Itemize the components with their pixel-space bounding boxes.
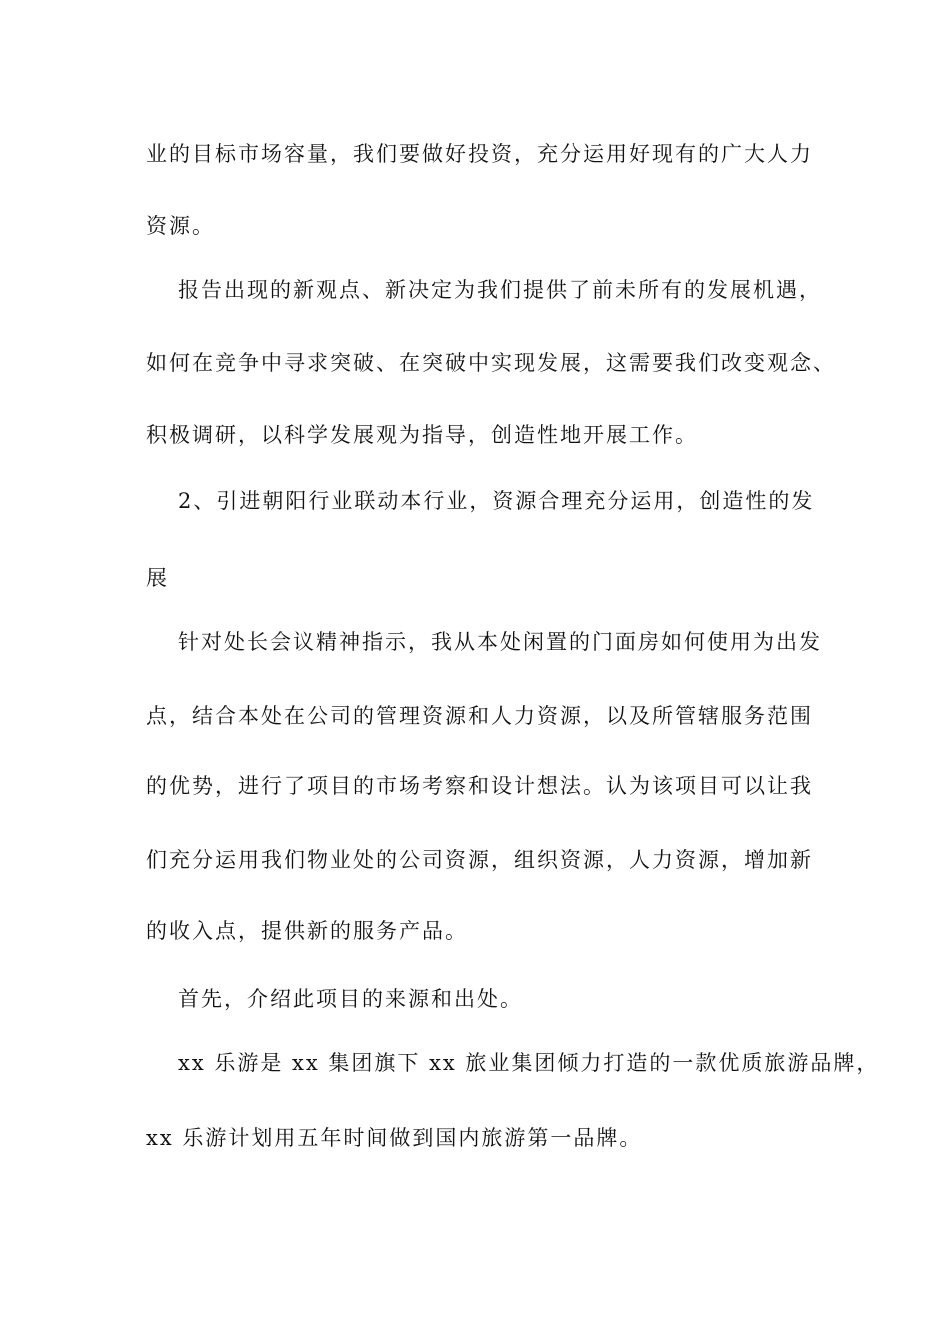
text-line: 点，结合本处在公司的管理资源和人力资源，以及所管辖服务范围 [146,704,813,728]
text-line: 报告出现的新观点、新决定为我们提供了前未所有的发展机遇， [178,278,822,302]
text-line: 资源。 [146,214,215,238]
text-line: 的优势，进行了项目的市场考察和设计想法。认为该项目可以让我 [146,774,813,798]
text-line: 针对处长会议精神指示，我从本处闲置的门面房如何使用为出发 [178,630,822,654]
text-line: xx 乐游计划用五年时间做到国内旅游第一品牌。 [146,1126,643,1150]
text-line: 的收入点，提供新的服务产品。 [146,919,468,943]
text-line: 展 [146,566,169,590]
text-line: xx 乐游是 xx 集团旗下 xx 旅业集团倾力打造的一款优质旅游品牌， [178,1051,880,1075]
text-line: 业的目标市场容量，我们要做好投资，充分运用好现有的广大人力 [146,142,813,166]
text-line: 首先，介绍此项目的来源和出处。 [178,987,523,1011]
text-line: 积极调研，以科学发展观为指导，创造性地开展工作。 [146,423,698,447]
text-line: 们充分运用我们物业处的公司资源，组织资源，人力资源，增加新 [146,848,813,872]
text-line: 2、引进朝阳行业联动本行业，资源合理充分运用，创造性的发 [178,489,815,513]
text-line: 如何在竞争中寻求突破、在突破中实现发展，这需要我们改变观念、 [146,351,836,375]
